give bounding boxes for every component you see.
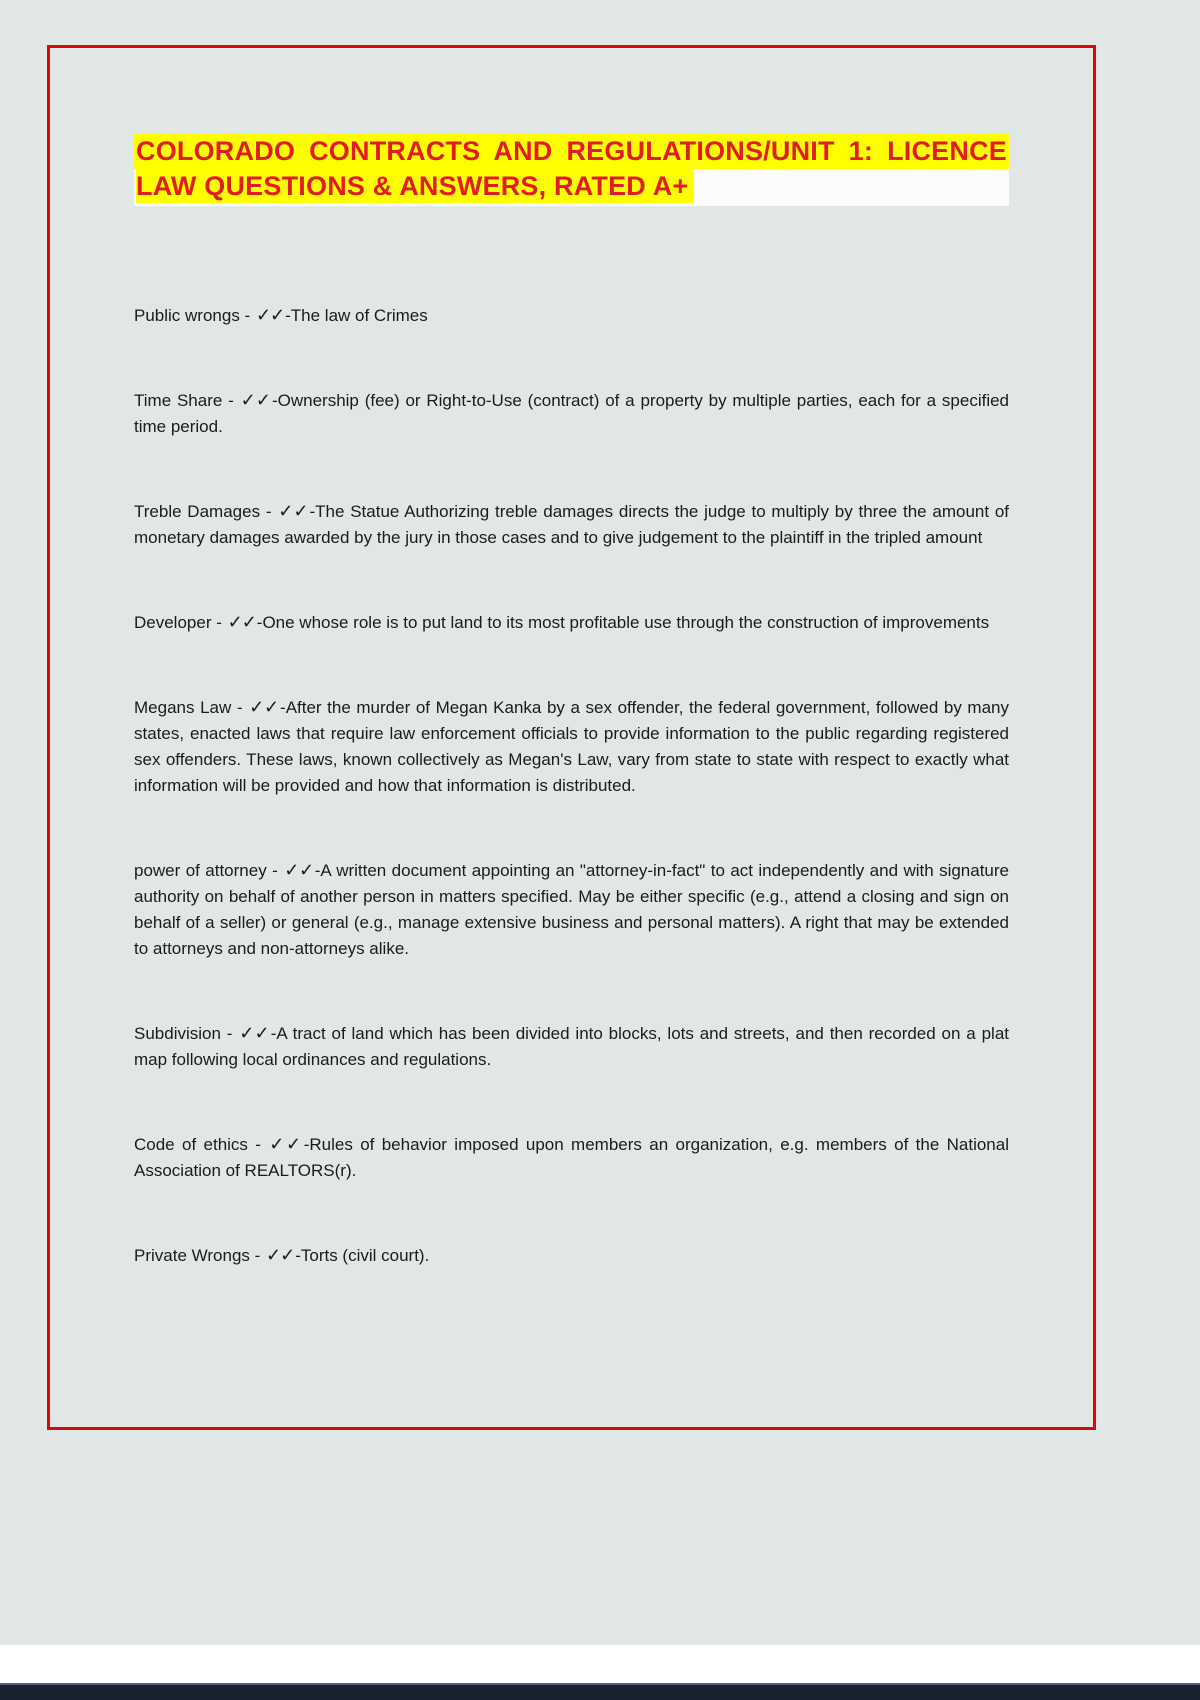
double-check-icon: ✓✓ xyxy=(255,305,285,325)
qa-term: Code of ethics xyxy=(134,1135,248,1154)
qa-definition: A tract of land which has been divided into blocks, lots and streets, and then recorded on a plat map following local ordinances and regulations. xyxy=(134,1024,1010,1069)
qa-entry xyxy=(134,387,1009,440)
qa-definition: Rules of behavior imposed upon members an organization, e.g. members of the National Association of REALTORS(r). xyxy=(134,1135,1009,1180)
qa-term: power of attorney xyxy=(134,861,267,880)
term-definition-separator: - xyxy=(220,1024,239,1043)
double-check-icon: ✓✓ xyxy=(240,390,271,410)
document-title xyxy=(134,133,1009,206)
double-check-icon: ✓✓ xyxy=(266,1245,295,1265)
term-definition-separator: - xyxy=(231,698,249,717)
qa-definition: After the murder of Megan Kanka by a sex offender, the federal government, followed by many states, enacted laws that require law enforcement officials to provide information to the public regarding registered sex offenders. These laws, known collectively as Megan's Law, vary from state to state with respect to exactly what information will be provided and how that information is distributed. xyxy=(134,698,1009,795)
term-definition-separator: - xyxy=(239,306,255,325)
double-check-icon: ✓✓ xyxy=(249,697,280,717)
term-definition-separator: - xyxy=(247,1135,269,1154)
qa-entry xyxy=(134,498,1009,551)
qa-definition: A written document appointing an "attorney-in-fact" to act independently and with signature authority on behalf of another person in matters specified. May be either specific (e.g., attend a closing and sign on behalf of a seller) or general (e.g., manage extensive business and personal matters). A right that may be extended to attorneys and non-attorneys alike. xyxy=(134,861,1010,958)
dash: - xyxy=(270,1024,277,1043)
double-check-icon: ✓✓ xyxy=(278,501,309,521)
qa-term: Treble Damages xyxy=(134,502,261,521)
double-check-icon: ✓✓ xyxy=(239,1023,270,1043)
dash: - xyxy=(280,698,286,717)
term-definition-separator: - xyxy=(222,391,240,410)
qa-definition: The Statue Authorizing treble damages directs the judge to multiply by three the amount of monetary damages awarded by the jury in those cases and to give judgement to the plaintiff in the tripled amount xyxy=(134,502,1010,547)
term-definition-separator: - xyxy=(211,613,227,632)
qa-term: Subdivision xyxy=(134,1024,221,1043)
qa-entry xyxy=(134,694,1009,799)
dash: - xyxy=(295,1246,301,1265)
footer-white-band xyxy=(0,1645,1200,1685)
qa-entry xyxy=(134,857,1009,962)
qa-entry xyxy=(134,1131,1009,1184)
qa-entry xyxy=(134,1242,1009,1269)
dash: - xyxy=(285,306,291,325)
qa-term: Megans Law xyxy=(134,698,232,717)
title-line-1: COLORADO CONTRACTS AND REGULATIONS/UNIT 1: LICENCE xyxy=(134,133,1009,169)
qa-term: Private Wrongs xyxy=(134,1246,250,1265)
page-border-frame xyxy=(47,45,1096,1430)
qa-term: Time Share xyxy=(134,391,223,410)
dash: - xyxy=(309,502,316,521)
term-definition-separator: - xyxy=(260,502,278,521)
double-check-icon: ✓✓ xyxy=(284,860,314,880)
qa-entry xyxy=(134,1020,1009,1073)
dash: - xyxy=(271,391,278,410)
dash: - xyxy=(303,1135,310,1154)
double-check-icon: ✓✓ xyxy=(227,612,256,632)
term-definition-separator: - xyxy=(249,1246,266,1265)
qa-term: Developer xyxy=(134,613,212,632)
title-line-2 xyxy=(134,169,1009,206)
qa-entry xyxy=(134,302,1009,329)
qa-term: Public wrongs xyxy=(134,306,240,325)
footer-dark-bar xyxy=(0,1683,1200,1700)
title-line-2-text: LAW QUESTIONS & ANSWERS, RATED A+ xyxy=(136,169,694,203)
qa-definition: Ownership (fee) or Right-to-Use (contract) of a property by multiple parties, each for a specified time period. xyxy=(134,391,1010,436)
qa-definition: Torts (civil court). xyxy=(300,1246,430,1265)
qa-definition: One whose role is to put land to its most profitable use through the construction of improvements xyxy=(262,613,990,632)
qa-entry xyxy=(134,609,1009,636)
term-definition-separator: - xyxy=(266,861,284,880)
dash: - xyxy=(256,613,263,632)
qa-list xyxy=(134,302,1009,1269)
dash: - xyxy=(314,861,321,880)
double-check-icon: ✓✓ xyxy=(269,1134,303,1154)
qa-definition: The law of Crimes xyxy=(290,306,428,325)
